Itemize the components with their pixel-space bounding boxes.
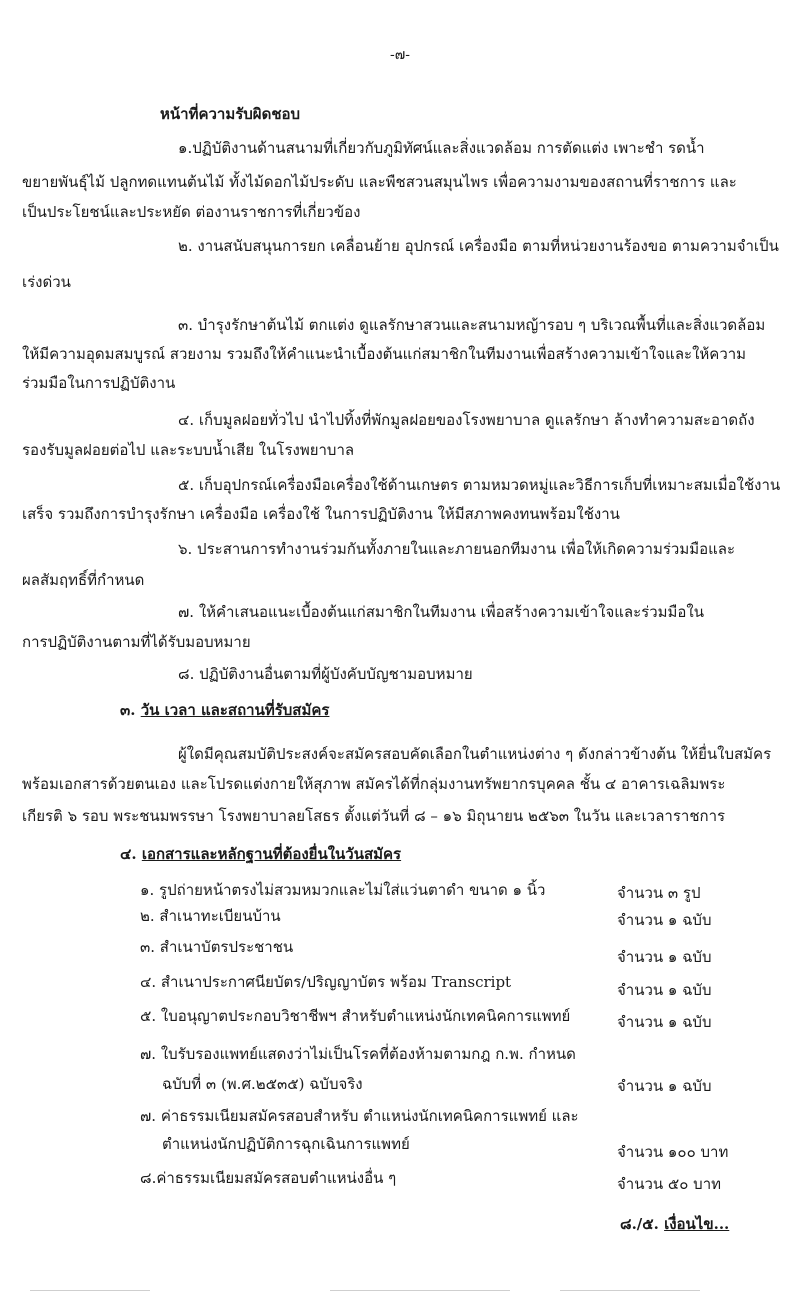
document-item-5-qty: จำนวน ๑ ฉบับ bbox=[617, 1013, 712, 1031]
document-item-2: ๒. สำเนาทะเบียนบ้าน bbox=[140, 907, 281, 925]
duty-4-line-1: ๔. เก็บมูลฝอยทั่วไป นำไปทิ้งที่พักมูลฝอยของโรงพยาบาล ดูแลรักษา ล้างทำความสะอาดถัง bbox=[178, 411, 755, 429]
section-3-heading bbox=[120, 700, 329, 720]
section-3-number: ๓. bbox=[120, 701, 136, 719]
continuation-prefix: ๘./๕. bbox=[620, 1215, 659, 1233]
duty-6-line-1: ๖. ประสานการทำงานร่วมกันทั้งภายในและภายนอกทีมงาน เพื่อให้เกิดความร่วมมือและ bbox=[178, 540, 736, 558]
document-item-7-qty: จำนวน ๑๐๐ บาท bbox=[617, 1143, 729, 1161]
document-item-6-line-1: ๗. ใบรับรองแพทย์แสดงว่าไม่เป็นโรคที่ต้องห้ามตามกฎ ก.พ. กำหนด bbox=[140, 1045, 576, 1063]
duty-1-line-1: ๑.ปฏิบัติงานด้านสนามที่เกี่ยวกับภูมิทัศน์และสิ่งแวดล้อม การตัดแต่ง เพาะชำ รดน้ำ bbox=[178, 139, 705, 157]
section-4-number: ๔. bbox=[120, 845, 137, 863]
section-4-heading bbox=[120, 844, 401, 864]
document-item-6-line-2: ฉบับที่ ๓ (พ.ศ.๒๕๓๕) ฉบับจริง bbox=[162, 1075, 363, 1093]
continuation-footer bbox=[620, 1212, 729, 1236]
document-item-1-qty: จำนวน ๓ รูป bbox=[617, 884, 701, 902]
duties-heading: หน้าที่ความรับผิดชอบ bbox=[160, 105, 301, 123]
continuation-text: เงื่อนไข... bbox=[664, 1215, 730, 1233]
scan-artifact bbox=[30, 1290, 150, 1291]
duty-3-line-2: ให้มีความอุดมสมบูรณ์ สวยงาม รวมถึงให้คำแนะนำเบื้องต้นแก่สมาชิกในทีมงานเพื่อสร้างความเข้าใจและให้ความ bbox=[22, 345, 747, 363]
document-item-8-qty: จำนวน ๕๐ บาท bbox=[617, 1175, 722, 1193]
scan-artifact bbox=[560, 1290, 700, 1291]
document-item-7-line-1: ๗. ค่าธรรมเนียมสมัครสอบสำหรับ ตำแหน่งนักเทคนิคการแพทย์ และ bbox=[140, 1107, 579, 1125]
duty-7-line-1: ๗. ให้คำเสนอแนะเบื้องต้นแก่สมาชิกในทีมงาน เพื่อสร้างความเข้าใจและร่วมมือใน bbox=[178, 603, 705, 621]
duty-6-line-2: ผลสัมฤทธิ์ที่กำหนด bbox=[22, 571, 145, 589]
document-item-5: ๕. ใบอนุญาตประกอบวิชาชีพฯ สำหรับตำแหน่งนักเทคนิคการแพทย์ bbox=[140, 1007, 571, 1025]
document-item-1: ๑. รูปถ่ายหน้าตรงไม่สวมหมวกและไม่ใส่แว่นตาดำ ขนาด ๑ นิ้ว bbox=[140, 881, 546, 899]
scan-artifact bbox=[330, 1290, 510, 1291]
duty-4-line-2: รองรับมูลฝอยต่อไป และระบบน้ำเสีย ในโรงพยาบาล bbox=[22, 441, 355, 459]
document-item-8: ๘.ค่าธรรมเนียมสมัครสอบตำแหน่งอื่น ๆ bbox=[140, 1169, 397, 1187]
document-item-4: ๔. สำเนาประกาศนียบัตร/ปริญญาบัตร พร้อม Transcript bbox=[140, 973, 512, 991]
duty-7-line-2: การปฏิบัติงานตามที่ได้รับมอบหมาย bbox=[22, 633, 251, 651]
duty-2-line-2: เร่งด่วน bbox=[22, 273, 71, 291]
document-item-7-line-2: ตำแหน่งนักปฏิบัติการฉุกเฉินการแพทย์ bbox=[162, 1135, 410, 1153]
duty-8-line-1: ๘. ปฏิบัติงานอื่นตามที่ผู้บังคับบัญชามอบหมาย bbox=[178, 665, 473, 683]
section-3-line-3: เกียรติ ๖ รอบ พระชนมพรรษา โรงพยาบาลยโสธร ตั้งแต่วันที่ ๘ – ๑๖ มิถุนายน ๒๕๖๓ ในวัน และเวลาราชการ bbox=[22, 807, 726, 825]
duty-5-line-1: ๕. เก็บอุปกรณ์เครื่องมือเครื่องใช้ด้านเกษตร ตามหมวดหมู่และวิธีการเก็บที่เหมาะสมเมื่อใช้งาน bbox=[178, 476, 781, 494]
document-item-6-qty: จำนวน ๑ ฉบับ bbox=[617, 1077, 712, 1095]
section-4-title: เอกสารและหลักฐานที่ต้องยื่นในวันสมัคร bbox=[141, 845, 402, 863]
document-item-4-qty: จำนวน ๑ ฉบับ bbox=[617, 981, 712, 999]
duty-3-line-3: ร่วมมือในการปฏิบัติงาน bbox=[22, 374, 176, 392]
duty-5-line-2: เสร็จ รวมถึงการบำรุงรักษา เครื่องมือ เครื่องใช้ ในการปฏิบัติงาน ให้มีสภาพคงทนพร้อมใช้งาน bbox=[22, 505, 620, 523]
document-item-2-qty: จำนวน ๑ ฉบับ bbox=[617, 911, 712, 929]
document-item-3-qty: จำนวน ๑ ฉบับ bbox=[617, 948, 712, 966]
duty-2-line-1: ๒. งานสนับสนุนการยก เคลื่อนย้าย อุปกรณ์ เครื่องมือ ตามที่หน่วยงานร้องขอ ตามความจำเป็น bbox=[178, 237, 779, 255]
section-3-line-1: ผู้ใดมีคุณสมบัติประสงค์จะสมัครสอบคัดเลือกในตำแหน่งต่าง ๆ ดังกล่าวข้างต้น ให้ยื่นใบสมัคร bbox=[178, 745, 772, 763]
section-3-line-2: พร้อมเอกสารด้วยตนเอง และโปรดแต่งกายให้สุภาพ สมัครได้ที่กลุ่มงานทรัพยากรบุคคล ชั้น ๔ อาคารเฉลิมพระ bbox=[22, 775, 726, 793]
page-number: -๗- bbox=[390, 47, 410, 63]
document-item-3: ๓. สำเนาบัตรประชาชน bbox=[140, 938, 294, 956]
duty-1-line-3: เป็นประโยชน์และประหยัด ต่องานราชการที่เกี่ยวข้อง bbox=[22, 203, 361, 221]
duty-3-line-1: ๓. บำรุงรักษาต้นไม้ ตกแต่ง ดูแลรักษาสวนและสนามหญ้ารอบ ๆ บริเวณพื้นที่และสิ่งแวดล้อม bbox=[178, 316, 766, 334]
section-3-title: วัน เวลา และสถานที่รับสมัคร bbox=[140, 701, 330, 719]
duty-1-line-2: ขยายพันธุ์ไม้ ปลูกทดแทนต้นไม้ ทั้งไม้ดอกไม้ประดับ และพืชสวนสมุนไพร เพื่อความงามของสถานที่ราชการ และ bbox=[22, 173, 737, 191]
